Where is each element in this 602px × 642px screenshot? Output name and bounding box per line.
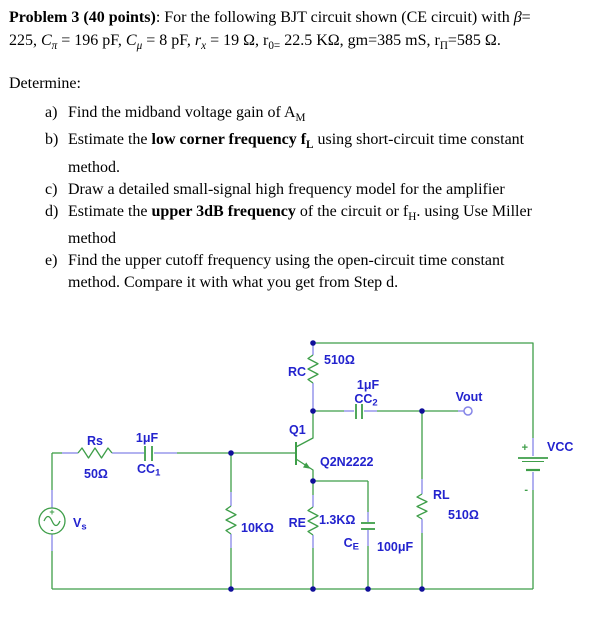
label-cc1-value: 1μF — [135, 431, 159, 445]
label-cc2-value: 1μF — [356, 378, 380, 392]
label-rc: RC — [287, 365, 306, 379]
task-label: c) — [45, 180, 58, 198]
node-dot — [310, 478, 316, 484]
task-label: b) — [45, 131, 59, 149]
label-re: RE — [288, 516, 306, 530]
circuit-diagram — [0, 330, 602, 635]
task-text: Find the midband voltage gain of $A_M$ — [68, 104, 306, 125]
vcc-plus-sign: + — [521, 442, 528, 454]
task-item-e — [9, 250, 554, 294]
task-text: Estimate the low corner frequency $f_L$ using short-circuit time constant method. — [68, 131, 525, 176]
node-dot — [419, 408, 425, 414]
task-label: d) — [45, 202, 59, 220]
label-q1-part: Q2N2222 — [320, 455, 374, 469]
vs-minus-sign: - — [50, 525, 54, 535]
transistor-q1 — [296, 411, 313, 481]
vcc-minus-sign: - — [524, 484, 528, 496]
resistor-re — [308, 507, 318, 535]
label-rs: Rs — [87, 434, 103, 448]
resistor-rc — [308, 355, 318, 383]
task-item-c — [9, 179, 554, 201]
capacitor-cc2 — [356, 404, 362, 419]
source-vs — [39, 507, 65, 535]
task-label: e) — [45, 251, 58, 269]
label-rl: RL — [433, 488, 450, 502]
node-dot — [419, 586, 425, 592]
label-rc-value: 510Ω — [324, 353, 355, 367]
problem-text — [9, 6, 597, 294]
label-re-value: 1.3KΩ — [319, 513, 356, 527]
task-item-a — [9, 102, 554, 129]
label-vcc: VCC — [547, 440, 574, 454]
task-item-d — [9, 201, 554, 250]
label-cc1: $CC_1$ — [137, 462, 161, 479]
label-vout: Vout — [455, 390, 483, 404]
label-ce-value: 100μF — [377, 540, 414, 554]
node-dot — [310, 408, 316, 414]
node-dot — [310, 340, 316, 346]
label-rbias-value: 10KΩ — [241, 521, 274, 535]
capacitor-ce — [361, 523, 375, 529]
task-item-b — [9, 129, 554, 178]
task-text: Find the upper cutoff frequency using the open-circuit time constant method. Compare it with what you get from Step d. — [68, 251, 505, 291]
determine-heading: Determine: — [9, 75, 81, 93]
label-rl-value: 510Ω — [448, 508, 479, 522]
task-text: Draw a detailed small-signal high frequency model for the amplifier — [68, 180, 505, 198]
task-list — [9, 102, 554, 294]
node-dot — [365, 586, 371, 592]
label-q1: Q1 — [289, 423, 306, 437]
problem-statement-line1: Problem 3 (40 points): For the following BJT circuit shown (CE circuit) with β= — [9, 9, 531, 26]
label-ce: $C_E$ — [343, 536, 359, 553]
node-dot — [228, 586, 234, 592]
capacitor-cc1 — [145, 446, 152, 461]
label-cc2: $CC_2$ — [354, 392, 378, 409]
label-rs-value: 50Ω — [84, 467, 108, 481]
resistor-rl — [417, 494, 427, 519]
resistor-rbias — [226, 506, 236, 534]
node-dot — [228, 450, 234, 456]
node-dot — [310, 586, 316, 592]
label-vs: $V_s$ — [73, 516, 87, 533]
problem-statement-line2: 225, $C_\pi = 196$ pF, $C_\mu = 8$ pF, $r_x = 19$ Ω, $r_{0=}$ 22.5 KΩ, gm=385 mS, $r_\Pi=585$ Ω. — [9, 32, 501, 53]
resistor-rs — [78, 448, 112, 458]
emitter-arrow-icon — [303, 462, 311, 468]
vout-terminal — [464, 407, 472, 415]
vs-plus-sign: + — [49, 507, 55, 517]
task-text: Estimate the upper 3dB frequency of the circuit or $f_H$. using Use Miller method — [68, 202, 532, 247]
task-label: a) — [45, 104, 58, 122]
